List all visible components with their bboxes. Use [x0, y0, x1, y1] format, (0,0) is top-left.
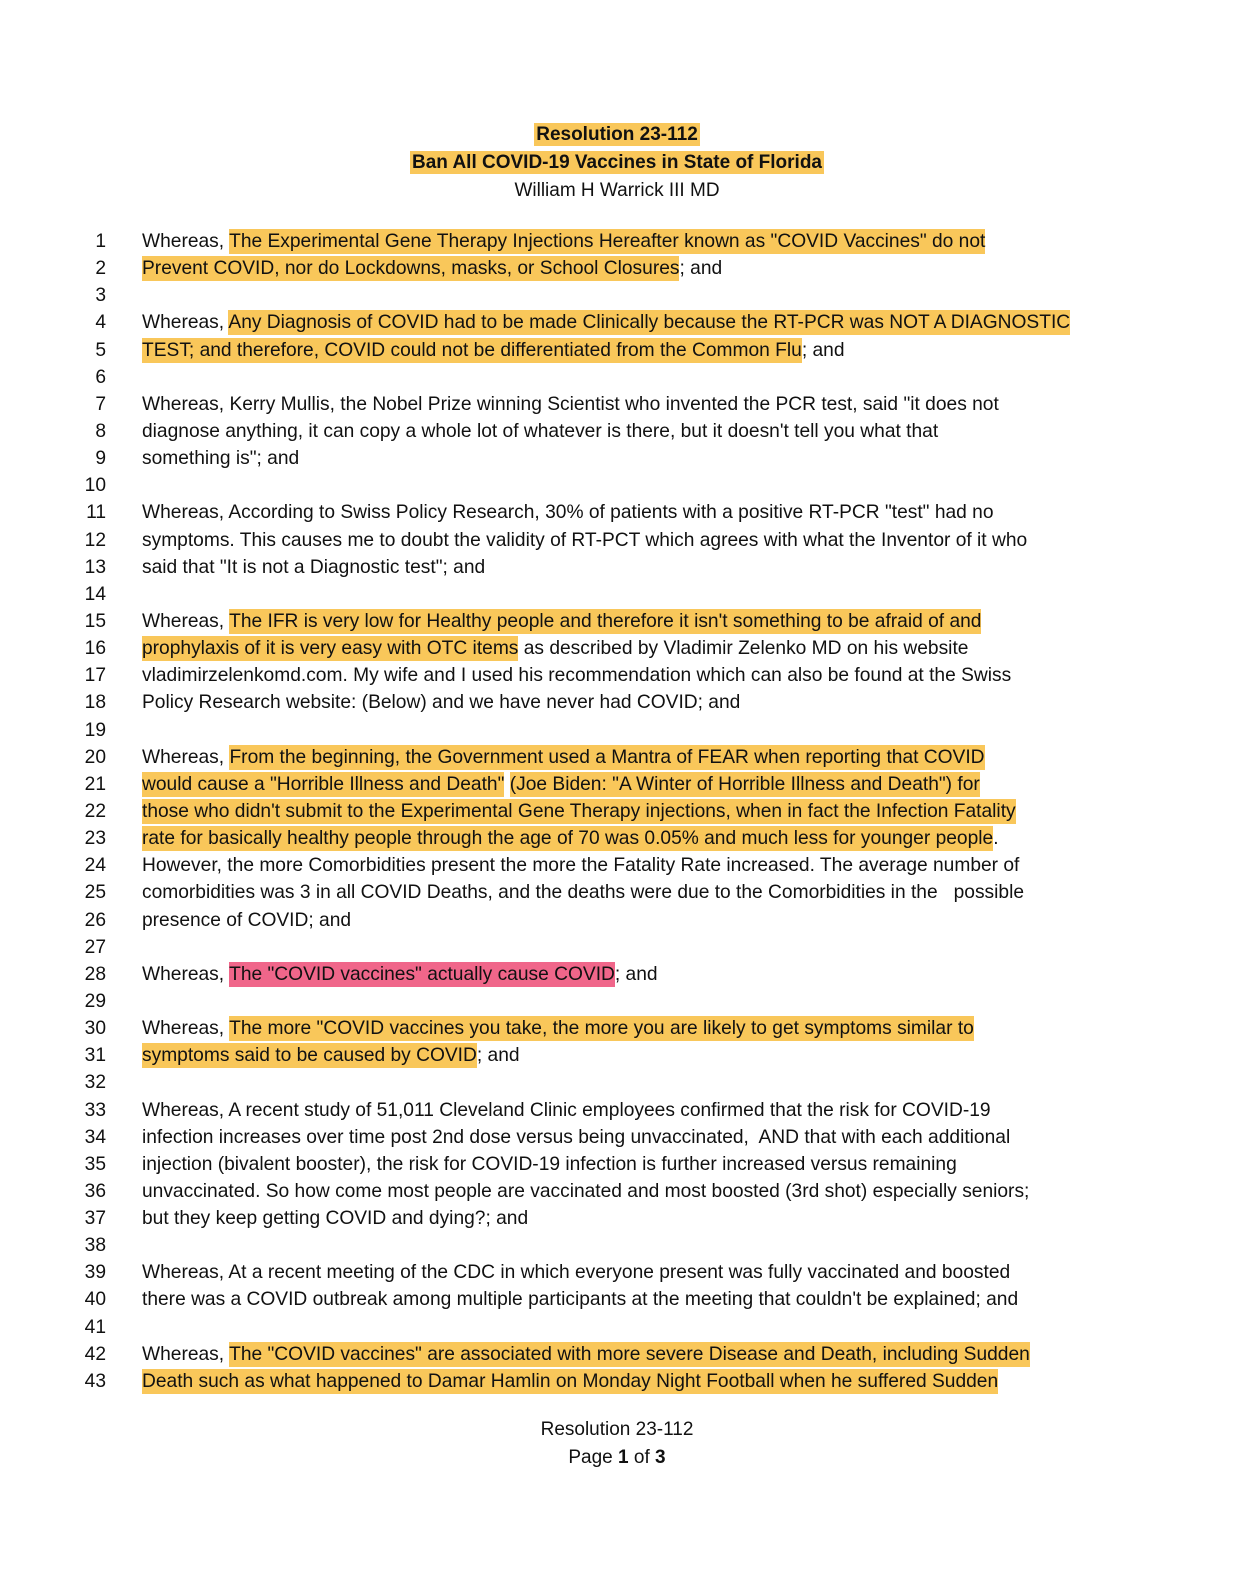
line-number: 13 [84, 556, 106, 578]
highlighted-text: rate for basically healthy people through the age of 70 was 0.05% and much less for younger people [142, 828, 994, 850]
line-segment: Whereas, [142, 746, 230, 768]
line-text [142, 1042, 520, 1069]
line-text [142, 879, 1024, 906]
line-text [142, 255, 722, 282]
highlighted-text: From the beginning, the Government used a Mantra of FEAR when reporting that COVID [229, 746, 985, 768]
highlighted-text: prophylaxis of it is very easy with OTC items [142, 638, 519, 660]
line-number: 34 [84, 1126, 106, 1148]
page-footer [0, 1416, 1234, 1472]
line-segment: However, the more Comorbidities present the more the Fatality Rate increased. The average number of [142, 855, 1020, 877]
line-segment: Whereas, [142, 610, 230, 632]
line-number: 25 [84, 882, 106, 904]
line-number: 16 [84, 638, 106, 660]
line-number: 7 [95, 393, 106, 415]
line-segment: there was a COVID outbreak among multiple participants at the meeting that couldn't be explained; and [142, 1289, 1019, 1311]
line-segment [504, 774, 509, 795]
text-line [0, 337, 1234, 364]
line-number: 17 [84, 665, 106, 687]
highlighted-text: Any Diagnosis of COVID had to be made Clinically because the RT-PCR was NOT A DIAGNOSTIC [228, 312, 1071, 334]
line-segment: unvaccinated. So how come most people are vaccinated and most boosted (3rd shot) especially seniors; [142, 1180, 1030, 1202]
text-line [0, 689, 1234, 716]
text-line [0, 934, 1234, 961]
text-line [0, 961, 1234, 988]
line-text [142, 1205, 528, 1232]
line-text [142, 608, 981, 635]
highlighted-text: The Experimental Gene Therapy Injections Hereafter known as "COVID Vaccines" do not [229, 231, 986, 252]
line-text [142, 445, 299, 472]
author-name: William H Warrick III MD [514, 180, 720, 201]
line-number: 35 [84, 1153, 106, 1175]
highlighted-text: Death such as what happened to Damar Hamlin on Monday Night Football when he suffered Sudden [142, 1370, 999, 1392]
line-number: 18 [84, 692, 106, 714]
line-number: 40 [84, 1289, 106, 1311]
text-line [0, 1205, 1234, 1232]
line-text [142, 689, 740, 716]
line-text [142, 499, 994, 526]
line-number: 6 [95, 366, 106, 388]
line-number: 32 [84, 1072, 106, 1094]
text-line [0, 581, 1234, 608]
line-segment: ; and [679, 258, 723, 280]
line-segment: Whereas, [142, 231, 230, 252]
text-line [0, 418, 1234, 445]
pink-highlighted-text: The "COVID vaccines" actually cause COVID [229, 963, 615, 985]
line-text [142, 554, 485, 581]
text-line [0, 1341, 1234, 1368]
line-segment: said that "It is not a Diagnostic test"; and [142, 556, 486, 578]
line-number: 14 [84, 583, 106, 605]
line-number: 21 [84, 773, 106, 795]
line-number: 5 [95, 339, 106, 361]
line-number: 15 [84, 610, 106, 632]
text-line [0, 988, 1234, 1015]
document-header [0, 121, 1234, 205]
text-line [0, 825, 1234, 852]
line-text [142, 1124, 1010, 1151]
text-line [0, 228, 1234, 255]
text-line [0, 1124, 1234, 1151]
highlighted-text: those who didn't submit to the Experimental Gene Therapy injections, when in fact the Infection Fatality [142, 800, 1016, 822]
numbered-text-body [0, 228, 1234, 1395]
page-current: 1 [618, 1447, 629, 1468]
text-line [0, 1042, 1234, 1069]
line-text [142, 527, 1027, 554]
line-text [142, 825, 999, 852]
line-text [142, 798, 1016, 825]
line-text [142, 1286, 1018, 1313]
line-segment: diagnose anything, it can copy a whole lot of whatever is there, but it doesn't tell you what that [142, 420, 939, 442]
text-line [0, 907, 1234, 934]
line-number: 39 [84, 1262, 106, 1284]
text-line [0, 445, 1234, 472]
resolution-number: Resolution 23-112 [536, 124, 698, 145]
line-segment: presence of COVID; and [142, 909, 352, 931]
text-line [0, 1368, 1234, 1395]
highlighted-text: TEST; and therefore, COVID could not be differentiated from the Common Flu [142, 339, 802, 361]
text-line [0, 879, 1234, 906]
resolution-title: Ban All COVID-19 Vaccines in State of Florida [411, 152, 822, 173]
line-number: 3 [95, 285, 106, 307]
highlighted-text: Prevent COVID, nor do Lockdowns, masks, or School Closures [142, 258, 680, 280]
footer-resolution: Resolution 23-112 [540, 1419, 694, 1440]
line-number: 29 [84, 990, 106, 1012]
line-number: 26 [84, 909, 106, 931]
line-text [142, 635, 968, 662]
line-number: 41 [84, 1316, 106, 1338]
line-text [142, 1259, 1010, 1286]
text-line [0, 472, 1234, 499]
text-line [0, 309, 1234, 336]
line-number: 2 [95, 258, 106, 280]
line-number: 11 [86, 502, 106, 524]
highlighted-text: The "COVID vaccines" are associated with more severe Disease and Death, including Sudden [229, 1343, 1030, 1365]
line-segment: something is"; and [142, 448, 300, 470]
line-number: 4 [95, 312, 106, 334]
line-text [142, 1178, 1029, 1205]
highlighted-text: The more "COVID vaccines you take, the more you are likely to get symptoms similar to [229, 1018, 974, 1040]
line-number: 31 [84, 1045, 106, 1067]
text-line [0, 554, 1234, 581]
line-number: 22 [84, 800, 106, 822]
text-line [0, 1259, 1234, 1286]
text-line [0, 1314, 1234, 1341]
line-number: 33 [84, 1099, 106, 1121]
line-number: 19 [84, 719, 106, 741]
line-segment: Whereas, [142, 312, 229, 334]
line-number: 37 [84, 1208, 106, 1230]
text-line [0, 499, 1234, 526]
text-line [0, 1286, 1234, 1313]
text-line [0, 798, 1234, 825]
text-line [0, 1232, 1234, 1259]
line-number: 42 [84, 1343, 106, 1365]
line-segment: . [993, 828, 999, 850]
line-number: 8 [95, 420, 106, 442]
text-line [0, 1015, 1234, 1042]
page-total: 3 [655, 1447, 666, 1468]
line-segment: Whereas, Kerry Mullis, the Nobel Prize winning Scientist who invented the PCR test, said "it does not [142, 393, 999, 415]
line-number: 30 [84, 1018, 106, 1040]
text-line [0, 744, 1234, 771]
text-line [0, 364, 1234, 391]
line-segment: infection increases over time post 2nd dose versus being unvaccinated, AND that with each additional [142, 1126, 1011, 1148]
line-number: 27 [84, 936, 106, 958]
line-segment: as described by Vladimir Zelenko MD on his website [518, 638, 969, 660]
line-segment: Policy Research website: (Below) and we have never had COVID; and [142, 692, 741, 714]
text-line [0, 255, 1234, 282]
text-line [0, 391, 1234, 418]
text-line [0, 662, 1234, 689]
line-segment: injection (bivalent booster), the risk for COVID-19 infection is further increased versus remaining [142, 1153, 957, 1175]
line-segment: vladimirzelenkomd.com. My wife and I used his recommendation which can also be found at the Swiss [142, 665, 1012, 687]
line-segment: Whereas, At a recent meeting of the CDC in which everyone present was fully vaccinated and boosted [142, 1262, 1011, 1284]
line-text [142, 1368, 998, 1395]
line-segment: Whereas, [142, 963, 230, 985]
line-text [142, 228, 985, 255]
text-line [0, 771, 1234, 798]
line-text [142, 1097, 991, 1124]
line-number: 23 [84, 828, 106, 850]
line-text [142, 337, 845, 364]
text-line [0, 282, 1234, 309]
line-number: 9 [95, 448, 106, 470]
line-text [142, 309, 1070, 336]
line-text [142, 852, 1019, 879]
line-text [142, 771, 980, 798]
highlighted-text: (Joe Biden: "A Winter of Horrible Illness and Death") for [509, 773, 980, 795]
line-number: 43 [84, 1370, 106, 1392]
page-word: Page [568, 1447, 613, 1468]
line-text [142, 391, 999, 418]
line-segment: Whereas, According to Swiss Policy Research, 30% of patients with a positive RT-PCR "test" had no [142, 502, 994, 524]
line-number: 10 [84, 475, 106, 497]
text-line [0, 608, 1234, 635]
line-text [142, 961, 658, 988]
line-text [142, 418, 938, 445]
of-word: of [633, 1447, 650, 1468]
line-segment: comorbidities was 3 in all COVID Deaths, and the deaths were due to the Comorbidities in the possible [142, 882, 1025, 904]
highlighted-text: would cause a "Horrible Illness and Death" [142, 773, 505, 795]
page-number [0, 1444, 1234, 1472]
line-text [142, 662, 1011, 689]
line-text [142, 1015, 974, 1042]
line-segment: Whereas, A recent study of 51,011 Cleveland Clinic employees confirmed that the risk for COVID-19 [142, 1099, 991, 1121]
line-text [142, 907, 351, 934]
text-line [0, 1069, 1234, 1096]
text-line [0, 1178, 1234, 1205]
line-segment: Whereas, [142, 1018, 230, 1040]
text-line [0, 635, 1234, 662]
line-segment: but they keep getting COVID and dying?; and [142, 1208, 529, 1230]
line-segment: ; and [476, 1045, 520, 1067]
line-text [142, 744, 985, 771]
line-number: 36 [84, 1180, 106, 1202]
text-line [0, 1151, 1234, 1178]
line-number: 12 [84, 529, 106, 551]
line-segment: symptoms. This causes me to doubt the validity of RT-PCT which agrees with what the Inventor of it who [142, 529, 1028, 551]
highlighted-text: The IFR is very low for Healthy people and therefore it isn't something to be afraid of and [229, 610, 982, 632]
line-number: 20 [84, 746, 106, 768]
line-number: 38 [84, 1235, 106, 1257]
line-text [142, 1341, 1030, 1368]
line-segment: ; and [801, 339, 845, 361]
line-text [142, 1151, 957, 1178]
text-line [0, 1097, 1234, 1124]
line-segment: Whereas, [142, 1343, 230, 1365]
highlighted-text: symptoms said to be caused by COVID [142, 1045, 477, 1067]
line-segment: ; and [614, 963, 658, 985]
line-number: 28 [84, 963, 106, 985]
line-number: 1 [95, 231, 106, 252]
text-line [0, 852, 1234, 879]
text-line [0, 527, 1234, 554]
text-line [0, 717, 1234, 744]
line-number: 24 [84, 855, 106, 877]
